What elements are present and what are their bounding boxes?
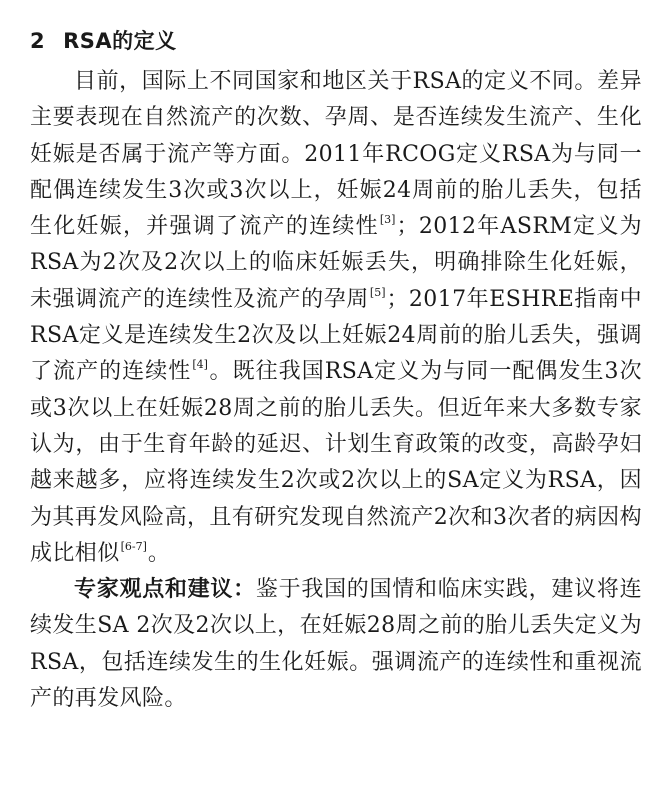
- section-title: RSA的定义: [63, 29, 177, 53]
- expert-opinion-text: 鉴于我国的国情和临床实践，建议将连续发生SA 2次及2次以上，在妊娠28周之前的胎儿丢失定义为RSA，包括连续发生的生化妊娠。强调流产的连续性和重视流产的再发风险。: [30, 577, 642, 712]
- para1-text-5: 。: [147, 540, 171, 566]
- para1-text-1: 目前，国际上不同国家和地区关于RSA的定义不同。差异主要表现在自然流产的次数、孕周、是否连续发生流产、生化妊娠是否属于流产等方面。2011年RCOG定义RSA为与同一配偶连续发生3次或3次以上，妊娠24周前的胎儿丢失，包括生化妊娠，并强调了流产的连续性: [30, 69, 642, 240]
- citation-4[interactable]: [4]: [192, 358, 208, 372]
- citation-3[interactable]: [3]: [379, 213, 396, 227]
- para1-text-4: 。既往我国RSA定义为与同一配偶发生3次或3次以上在妊娠28周之前的胎儿丢失。但近年来大多数专家认为，由于生育年龄的延迟、计划生育政策的改变，高龄孕妇越来越多，应将连续发生2次或2次以上的SA定义为RSA，因为其再发风险高，且有研究发现自然流产2次和3次者的病因构成比相似: [30, 359, 642, 566]
- expert-opinion-label: 专家观点和建议：: [74, 577, 256, 603]
- section-number: 2: [30, 29, 46, 53]
- paragraph-definition: [30, 64, 642, 572]
- para1-text-2: ；2012年ASRM定义为RSA为2次及2次以上的临床妊娠丢失，明确排除生化妊娠，未强调流产的连续性及流产的孕周: [30, 214, 642, 312]
- para1-text-3: ；2017年ESHRE指南中RSA定义是连续发生2次及以上妊娠24周前的胎儿丢失，强调了流产的连续性: [30, 286, 642, 385]
- paragraph-expert-opinion: [30, 572, 642, 717]
- citation-5[interactable]: [5]: [369, 285, 386, 299]
- article-body: [30, 22, 642, 717]
- citation-6-7[interactable]: [6-7]: [120, 539, 147, 553]
- section-heading: [30, 22, 642, 60]
